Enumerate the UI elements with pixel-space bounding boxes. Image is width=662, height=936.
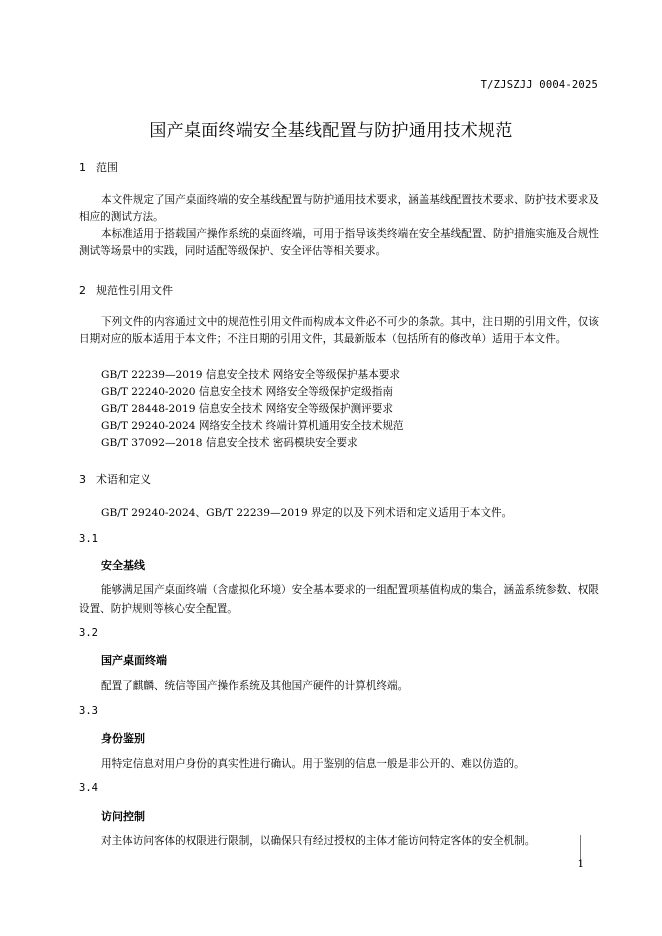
scope-paragraph-2: 本标准适用于搭载国产操作系统的桌面终端，可用于指导该类终端在安全基线配置、防护措施实施及合规性测试等场景中的实践，同时适配等级保护、安全评估等相关要求。 — [79, 228, 599, 257]
scope-paragraph-1: 本文件规定了国产桌面终端的安全基线配置与防护通用技术要求，涵盖基线配置技术要求、防护技术要求及相应的测试方法。 — [79, 194, 599, 223]
term-number: 3.1 — [79, 533, 98, 545]
terms-intro: GB/T 29240-2024、GB/T 22239—2019 界定的以及下列术语和定义适用于本文件。 — [101, 507, 513, 519]
document-title: 国产桌面终端安全基线配置与防护通用技术规范 — [149, 121, 513, 141]
reference-item: GB/T 37092—2018 信息安全技术 密码模块安全要求 — [101, 437, 358, 449]
reference-item: GB/T 28448-2019 信息安全技术 网络安全等级保护测评要求 — [101, 403, 393, 415]
section-heading-terms-and-definitions — [79, 471, 151, 487]
section-title: 规范性引用文件 — [96, 284, 173, 297]
section-heading-normative-references — [79, 282, 173, 298]
section-title: 术语和定义 — [96, 473, 151, 486]
references-intro: 下列文件的内容通过文中的规范性引用文件而构成本文件必不可少的条款。其中，注日期的引用文件，仅该日期对应的版本适用于本文件；不注日期的引用文件，其最新版本（包括所有的修改单）适用于本文件。 — [79, 316, 599, 345]
section-number: 1 — [79, 161, 86, 174]
term-definition: 对主体访问客体的权限进行限制，以确保只有经过授权的主体才能访问特定客体的安全机制。 — [101, 835, 536, 847]
section-heading-scope — [79, 159, 118, 175]
term-definition: 配置了麒麟、统信等国产操作系统及其他国产硬件的计算机终端。 — [101, 680, 409, 692]
reference-item: GB/T 22239—2019 信息安全技术 网络安全等级保护基本要求 — [101, 369, 400, 381]
term-number: 3.3 — [79, 705, 98, 717]
section-number: 3 — [79, 473, 86, 486]
term-name: 访问控制 — [101, 810, 145, 823]
term-definition: 用特定信息对用户身份的真实性进行确认。用于鉴别的信息一般是非公开的、难以仿造的。 — [101, 758, 525, 770]
term-name: 身份鉴别 — [101, 732, 145, 745]
term-name: 安全基线 — [101, 559, 145, 572]
page-number: 1 — [577, 859, 584, 870]
term-number: 3.2 — [79, 627, 98, 639]
term-definition: 能够满足国产桌面终端（含虚拟化环境）安全基本要求的一组配置项基值构成的集合，涵盖系统参数、权限设置、防护规则等核心安全配置。 — [79, 584, 599, 615]
document-code: T/ZJSZJJ 0004-2025 — [480, 79, 598, 91]
reference-item: GB/T 29240-2024 网络安全技术 终端计算机通用安全技术规范 — [101, 420, 404, 432]
term-name: 国产桌面终端 — [101, 654, 167, 667]
section-title: 范围 — [96, 161, 118, 174]
term-number: 3.4 — [79, 782, 98, 794]
section-number: 2 — [79, 284, 86, 297]
reference-item: GB/T 22240-2020 信息安全技术 网络安全等级保护定级指南 — [101, 386, 393, 398]
